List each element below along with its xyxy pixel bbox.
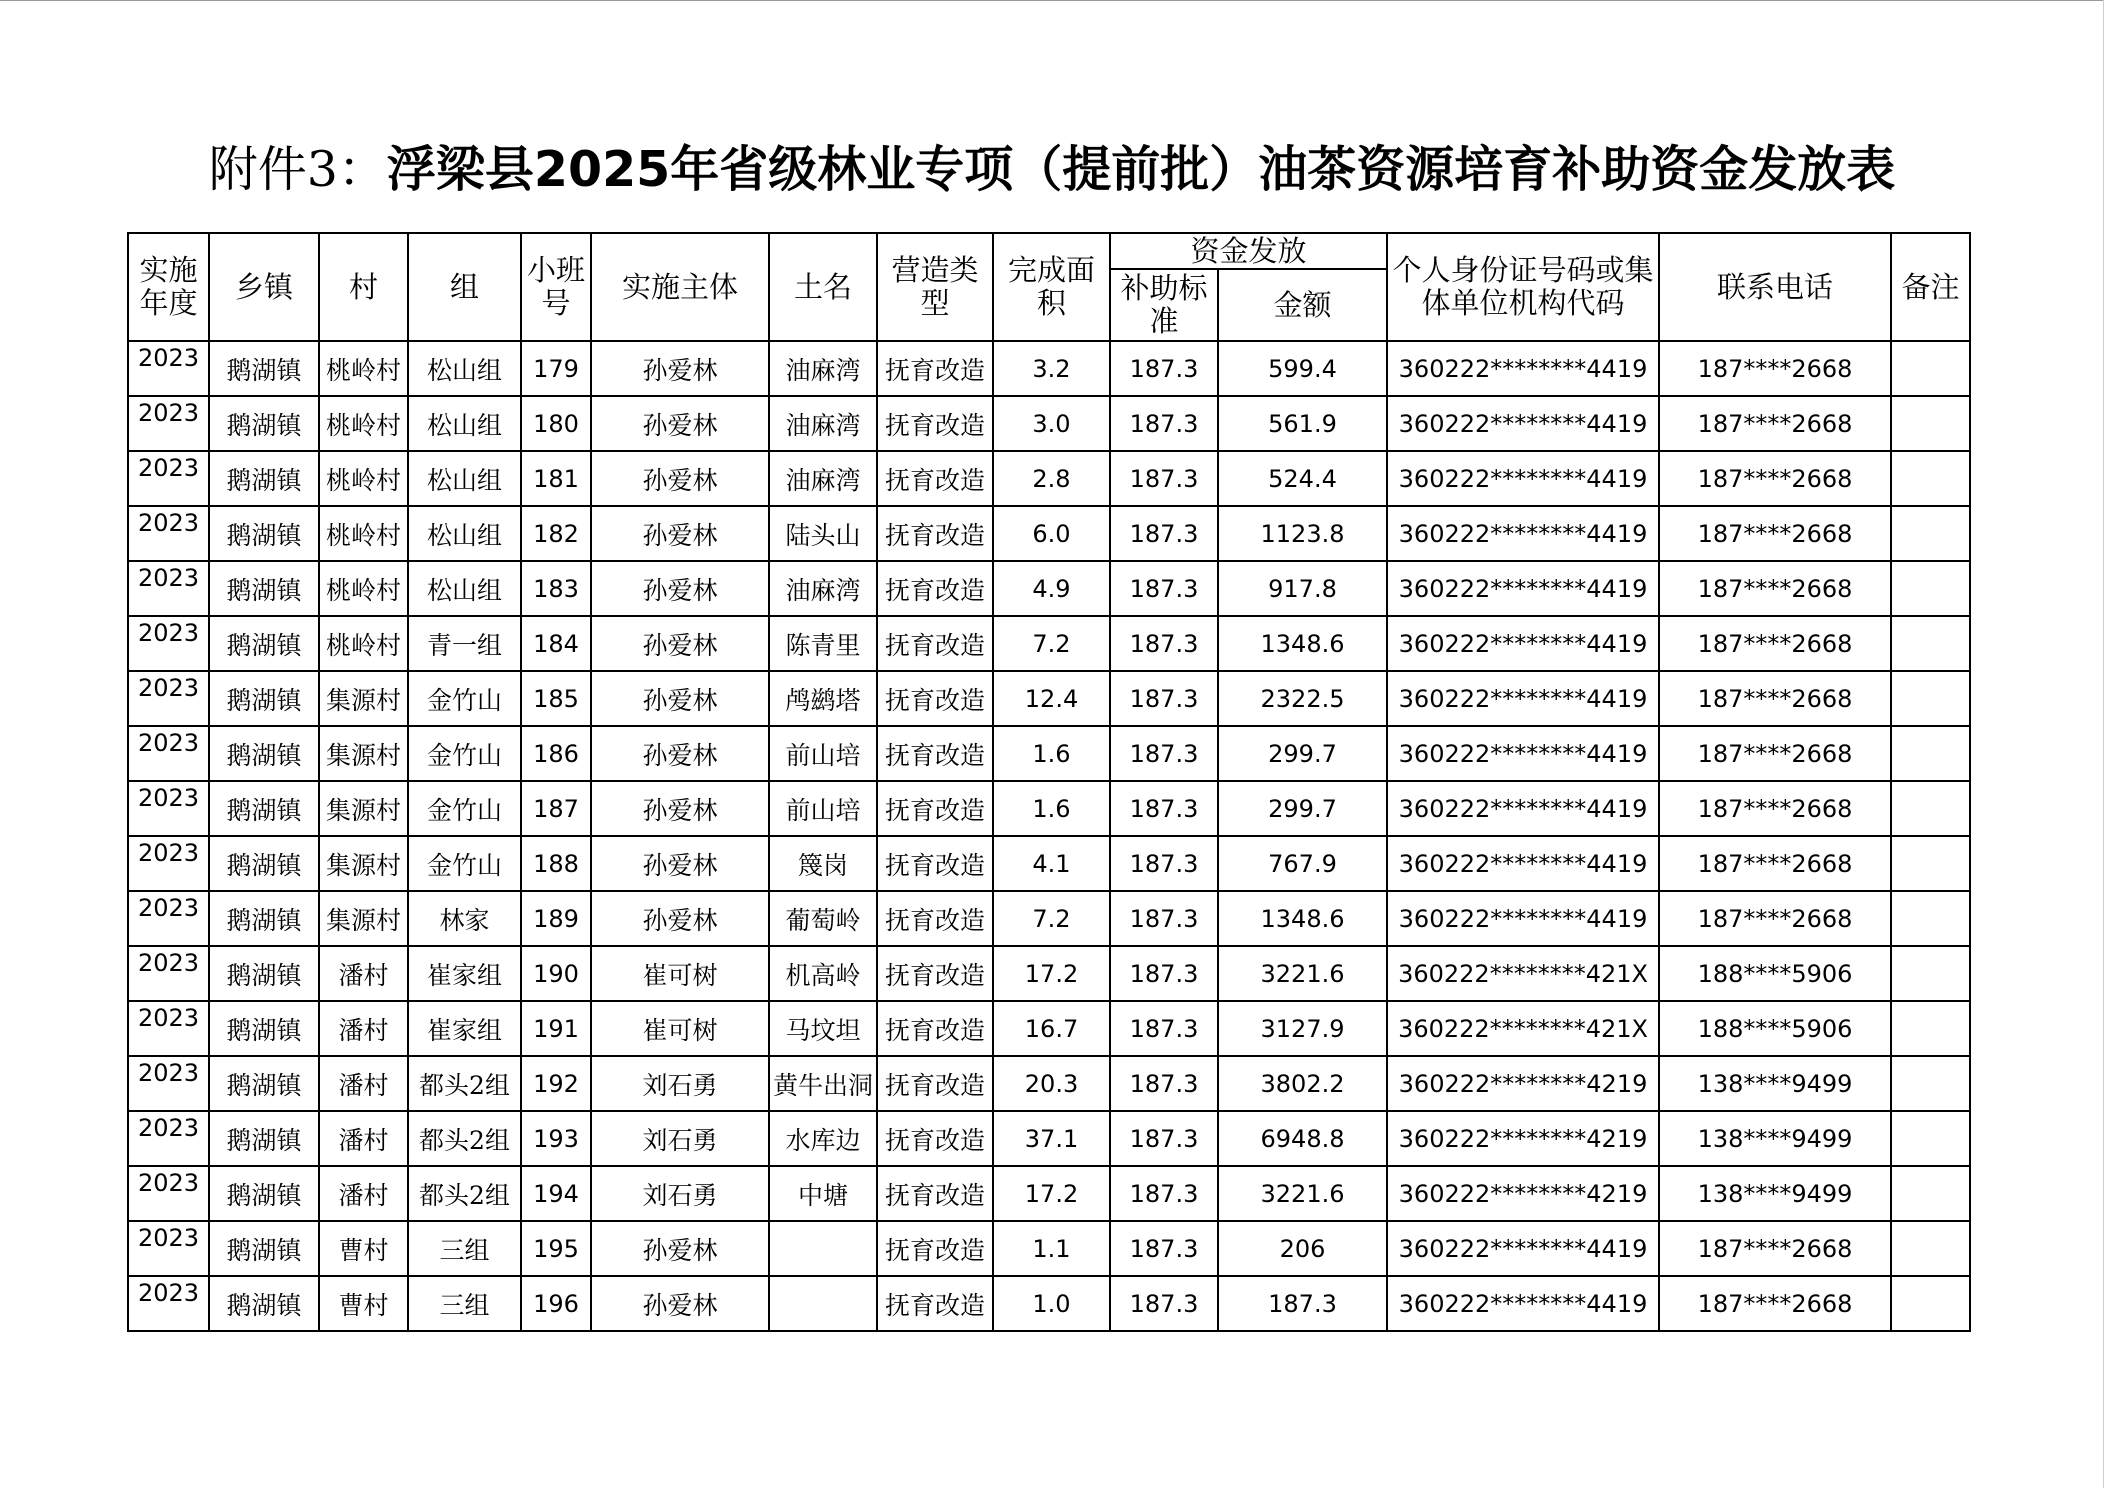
cell-plot: 182: [521, 506, 591, 561]
header-fund: 资金发放: [1110, 233, 1387, 269]
cell-year: 2023: [128, 671, 209, 726]
cell-town: 鹅湖镇: [209, 836, 319, 891]
cell-id: 360222********4419: [1387, 726, 1659, 781]
table-row: [128, 1166, 1970, 1221]
header-id: 个人身份证号码或集体单位机构代码: [1387, 233, 1659, 341]
cell-standard: 187.3: [1110, 1111, 1218, 1166]
table-row: [128, 341, 1970, 396]
cell-type: 抚育改造: [877, 1166, 993, 1221]
cell-subject: 孙爱林: [591, 616, 769, 671]
cell-place: 油麻湾: [769, 341, 877, 396]
cell-group: 林家: [408, 891, 521, 946]
cell-town: 鹅湖镇: [209, 1056, 319, 1111]
cell-year: 2023: [128, 616, 209, 671]
cell-group: 松山组: [408, 341, 521, 396]
cell-amount: 917.8: [1218, 561, 1387, 616]
header-town: 乡镇: [209, 233, 319, 341]
cell-place: 篾岗: [769, 836, 877, 891]
cell-place: 前山培: [769, 781, 877, 836]
cell-town: 鹅湖镇: [209, 396, 319, 451]
cell-standard: 187.3: [1110, 616, 1218, 671]
cell-phone: 187****2668: [1659, 1276, 1891, 1331]
cell-plot: 179: [521, 341, 591, 396]
cell-amount: 1348.6: [1218, 891, 1387, 946]
cell-area: 12.4: [993, 671, 1110, 726]
cell-village: 曹村: [319, 1221, 408, 1276]
cell-id: 360222********4419: [1387, 616, 1659, 671]
cell-standard: 187.3: [1110, 946, 1218, 1001]
cell-year: 2023: [128, 1056, 209, 1111]
cell-phone: 187****2668: [1659, 506, 1891, 561]
table-row: [128, 1056, 1970, 1111]
cell-group: 金竹山: [408, 726, 521, 781]
header-subject: 实施主体: [591, 233, 769, 341]
cell-note: [1891, 396, 1970, 451]
cell-amount: 299.7: [1218, 781, 1387, 836]
cell-town: 鹅湖镇: [209, 1111, 319, 1166]
cell-type: 抚育改造: [877, 671, 993, 726]
header-village: 村: [319, 233, 408, 341]
cell-note: [1891, 1056, 1970, 1111]
cell-town: 鹅湖镇: [209, 946, 319, 1001]
cell-place: [769, 1276, 877, 1331]
cell-place: 陈青里: [769, 616, 877, 671]
cell-village: 潘村: [319, 1001, 408, 1056]
table-row: [128, 1111, 1970, 1166]
cell-type: 抚育改造: [877, 561, 993, 616]
cell-year: 2023: [128, 946, 209, 1001]
cell-place: 陆头山: [769, 506, 877, 561]
header-place: 土名: [769, 233, 877, 341]
cell-town: 鹅湖镇: [209, 891, 319, 946]
cell-note: [1891, 726, 1970, 781]
cell-village: 潘村: [319, 1166, 408, 1221]
table-row: [128, 671, 1970, 726]
cell-plot: 194: [521, 1166, 591, 1221]
table-row: [128, 891, 1970, 946]
cell-id: 360222********4419: [1387, 836, 1659, 891]
cell-village: 潘村: [319, 946, 408, 1001]
cell-town: 鹅湖镇: [209, 671, 319, 726]
table-row: [128, 396, 1970, 451]
cell-village: 桃岭村: [319, 396, 408, 451]
cell-group: 松山组: [408, 396, 521, 451]
cell-plot: 187: [521, 781, 591, 836]
cell-town: 鹅湖镇: [209, 1001, 319, 1056]
cell-phone: 187****2668: [1659, 1221, 1891, 1276]
cell-id: 360222********4419: [1387, 451, 1659, 506]
cell-plot: 185: [521, 671, 591, 726]
cell-standard: 187.3: [1110, 1221, 1218, 1276]
cell-village: 桃岭村: [319, 561, 408, 616]
document-title: [0, 138, 2104, 202]
cell-amount: 3221.6: [1218, 1166, 1387, 1221]
cell-plot: 191: [521, 1001, 591, 1056]
cell-note: [1891, 1276, 1970, 1331]
cell-place: 葡萄岭: [769, 891, 877, 946]
cell-amount: 3127.9: [1218, 1001, 1387, 1056]
cell-place: 油麻湾: [769, 561, 877, 616]
table-row: [128, 506, 1970, 561]
cell-village: 曹村: [319, 1276, 408, 1331]
cell-note: [1891, 946, 1970, 1001]
cell-note: [1891, 1001, 1970, 1056]
cell-area: 1.6: [993, 781, 1110, 836]
cell-standard: 187.3: [1110, 1276, 1218, 1331]
cell-year: 2023: [128, 561, 209, 616]
cell-village: 集源村: [319, 891, 408, 946]
cell-phone: 138****9499: [1659, 1056, 1891, 1111]
table-row: [128, 946, 1970, 1001]
cell-plot: 193: [521, 1111, 591, 1166]
cell-type: 抚育改造: [877, 1221, 993, 1276]
table-row: [128, 1001, 1970, 1056]
cell-town: 鹅湖镇: [209, 726, 319, 781]
cell-id: 360222********4419: [1387, 561, 1659, 616]
cell-amount: 206: [1218, 1221, 1387, 1276]
cell-area: 16.7: [993, 1001, 1110, 1056]
cell-plot: 186: [521, 726, 591, 781]
cell-type: 抚育改造: [877, 396, 993, 451]
cell-id: 360222********4219: [1387, 1111, 1659, 1166]
cell-phone: 187****2668: [1659, 616, 1891, 671]
cell-year: 2023: [128, 506, 209, 561]
cell-amount: 1123.8: [1218, 506, 1387, 561]
cell-group: 三组: [408, 1221, 521, 1276]
cell-type: 抚育改造: [877, 1056, 993, 1111]
cell-amount: 299.7: [1218, 726, 1387, 781]
cell-note: [1891, 891, 1970, 946]
cell-year: 2023: [128, 341, 209, 396]
cell-place: 油麻湾: [769, 451, 877, 506]
cell-amount: 6948.8: [1218, 1111, 1387, 1166]
cell-id: 360222********421X: [1387, 1001, 1659, 1056]
cell-id: 360222********4419: [1387, 1276, 1659, 1331]
cell-village: 集源村: [319, 671, 408, 726]
cell-subject: 孙爱林: [591, 451, 769, 506]
cell-subject: 孙爱林: [591, 506, 769, 561]
cell-standard: 187.3: [1110, 451, 1218, 506]
cell-plot: 189: [521, 891, 591, 946]
cell-area: 37.1: [993, 1111, 1110, 1166]
cell-subject: 崔可树: [591, 1001, 769, 1056]
cell-type: 抚育改造: [877, 726, 993, 781]
cell-group: 金竹山: [408, 671, 521, 726]
cell-area: 3.2: [993, 341, 1110, 396]
cell-year: 2023: [128, 1276, 209, 1331]
table-row: [128, 561, 1970, 616]
cell-year: 2023: [128, 726, 209, 781]
cell-phone: 187****2668: [1659, 561, 1891, 616]
cell-amount: 524.4: [1218, 451, 1387, 506]
cell-plot: 180: [521, 396, 591, 451]
cell-standard: 187.3: [1110, 671, 1218, 726]
table-row: [128, 781, 1970, 836]
cell-place: 水库边: [769, 1111, 877, 1166]
cell-village: 桃岭村: [319, 616, 408, 671]
header-type: 营造类型: [877, 233, 993, 341]
cell-subject: 孙爱林: [591, 671, 769, 726]
cell-area: 1.6: [993, 726, 1110, 781]
cell-type: 抚育改造: [877, 341, 993, 396]
cell-standard: 187.3: [1110, 341, 1218, 396]
cell-subject: 孙爱林: [591, 836, 769, 891]
cell-year: 2023: [128, 836, 209, 891]
cell-amount: 561.9: [1218, 396, 1387, 451]
table-row: [128, 726, 1970, 781]
header-phone: 联系电话: [1659, 233, 1891, 341]
cell-type: 抚育改造: [877, 506, 993, 561]
cell-town: 鹅湖镇: [209, 506, 319, 561]
cell-subject: 孙爱林: [591, 341, 769, 396]
cell-subject: 孙爱林: [591, 1221, 769, 1276]
cell-area: 17.2: [993, 946, 1110, 1001]
header-standard: 补助标准: [1110, 269, 1218, 341]
cell-year: 2023: [128, 1111, 209, 1166]
cell-phone: 187****2668: [1659, 341, 1891, 396]
cell-id: 360222********4419: [1387, 671, 1659, 726]
cell-subject: 孙爱林: [591, 396, 769, 451]
cell-group: 都头2组: [408, 1056, 521, 1111]
cell-place: 中塘: [769, 1166, 877, 1221]
cell-subject: 崔可树: [591, 946, 769, 1001]
cell-area: 1.0: [993, 1276, 1110, 1331]
cell-plot: 183: [521, 561, 591, 616]
table-row: [128, 616, 1970, 671]
cell-group: 崔家组: [408, 1001, 521, 1056]
cell-group: 都头2组: [408, 1111, 521, 1166]
cell-type: 抚育改造: [877, 1111, 993, 1166]
cell-standard: 187.3: [1110, 1056, 1218, 1111]
cell-town: 鹅湖镇: [209, 781, 319, 836]
cell-village: 潘村: [319, 1111, 408, 1166]
cell-area: 4.1: [993, 836, 1110, 891]
cell-note: [1891, 1221, 1970, 1276]
cell-note: [1891, 561, 1970, 616]
cell-subject: 刘石勇: [591, 1056, 769, 1111]
cell-town: 鹅湖镇: [209, 616, 319, 671]
cell-note: [1891, 1166, 1970, 1221]
header-year: 实施年度: [128, 233, 209, 341]
cell-town: 鹅湖镇: [209, 1166, 319, 1221]
cell-type: 抚育改造: [877, 616, 993, 671]
cell-id: 360222********4419: [1387, 341, 1659, 396]
cell-area: 6.0: [993, 506, 1110, 561]
cell-phone: 187****2668: [1659, 671, 1891, 726]
cell-town: 鹅湖镇: [209, 1221, 319, 1276]
cell-year: 2023: [128, 891, 209, 946]
cell-standard: 187.3: [1110, 891, 1218, 946]
cell-town: 鹅湖镇: [209, 561, 319, 616]
cell-year: 2023: [128, 1221, 209, 1276]
cell-standard: 187.3: [1110, 781, 1218, 836]
cell-town: 鹅湖镇: [209, 341, 319, 396]
cell-village: 集源村: [319, 726, 408, 781]
cell-subject: 刘石勇: [591, 1111, 769, 1166]
cell-note: [1891, 341, 1970, 396]
cell-type: 抚育改造: [877, 891, 993, 946]
cell-place: 前山培: [769, 726, 877, 781]
header-note: 备注: [1891, 233, 1970, 341]
title-main: 浮梁县2025年省级林业专项（提前批）油茶资源培育补助资金发放表: [386, 141, 1896, 198]
cell-note: [1891, 506, 1970, 561]
cell-id: 360222********4419: [1387, 781, 1659, 836]
cell-standard: 187.3: [1110, 506, 1218, 561]
cell-group: 金竹山: [408, 781, 521, 836]
cell-plot: 196: [521, 1276, 591, 1331]
cell-plot: 195: [521, 1221, 591, 1276]
cell-phone: 187****2668: [1659, 726, 1891, 781]
cell-year: 2023: [128, 396, 209, 451]
cell-group: 金竹山: [408, 836, 521, 891]
cell-place: 油麻湾: [769, 396, 877, 451]
cell-amount: 767.9: [1218, 836, 1387, 891]
cell-phone: 187****2668: [1659, 451, 1891, 506]
cell-id: 360222********4419: [1387, 891, 1659, 946]
cell-group: 松山组: [408, 451, 521, 506]
cell-place: 黄牛出洞: [769, 1056, 877, 1111]
cell-type: 抚育改造: [877, 946, 993, 1001]
cell-village: 桃岭村: [319, 506, 408, 561]
cell-type: 抚育改造: [877, 781, 993, 836]
cell-area: 3.0: [993, 396, 1110, 451]
cell-amount: 3802.2: [1218, 1056, 1387, 1111]
table-row: [128, 1221, 1970, 1276]
cell-id: 360222********421X: [1387, 946, 1659, 1001]
cell-phone: 187****2668: [1659, 836, 1891, 891]
cell-type: 抚育改造: [877, 836, 993, 891]
cell-note: [1891, 616, 1970, 671]
cell-type: 抚育改造: [877, 1276, 993, 1331]
cell-standard: 187.3: [1110, 726, 1218, 781]
cell-type: 抚育改造: [877, 1001, 993, 1056]
header-group: 组: [408, 233, 521, 341]
table-row: [128, 451, 1970, 506]
cell-group: 松山组: [408, 506, 521, 561]
cell-village: 集源村: [319, 781, 408, 836]
title-prefix: 附件3：: [208, 141, 387, 198]
header-amount: 金额: [1218, 269, 1387, 341]
cell-type: 抚育改造: [877, 451, 993, 506]
cell-year: 2023: [128, 1166, 209, 1221]
cell-year: 2023: [128, 1001, 209, 1056]
cell-standard: 187.3: [1110, 1001, 1218, 1056]
cell-id: 360222********4419: [1387, 396, 1659, 451]
cell-standard: 187.3: [1110, 836, 1218, 891]
cell-phone: 188****5906: [1659, 1001, 1891, 1056]
cell-plot: 181: [521, 451, 591, 506]
table-row: [128, 1276, 1970, 1331]
cell-plot: 188: [521, 836, 591, 891]
cell-group: 松山组: [408, 561, 521, 616]
cell-group: 青一组: [408, 616, 521, 671]
cell-phone: 188****5906: [1659, 946, 1891, 1001]
cell-area: 4.9: [993, 561, 1110, 616]
cell-standard: 187.3: [1110, 1166, 1218, 1221]
cell-standard: 187.3: [1110, 561, 1218, 616]
cell-year: 2023: [128, 781, 209, 836]
cell-group: 三组: [408, 1276, 521, 1331]
cell-group: 都头2组: [408, 1166, 521, 1221]
cell-town: 鹅湖镇: [209, 451, 319, 506]
cell-amount: 1348.6: [1218, 616, 1387, 671]
cell-village: 集源村: [319, 836, 408, 891]
cell-place: 马坟坦: [769, 1001, 877, 1056]
cell-amount: 2322.5: [1218, 671, 1387, 726]
subsidy-table: [127, 232, 1971, 1332]
cell-place: 机高岭: [769, 946, 877, 1001]
cell-village: 桃岭村: [319, 341, 408, 396]
cell-subject: 孙爱林: [591, 781, 769, 836]
cell-id: 360222********4419: [1387, 1221, 1659, 1276]
cell-area: 20.3: [993, 1056, 1110, 1111]
cell-area: 2.8: [993, 451, 1110, 506]
cell-amount: 3221.6: [1218, 946, 1387, 1001]
cell-place: 鸬鹚塔: [769, 671, 877, 726]
cell-standard: 187.3: [1110, 396, 1218, 451]
cell-plot: 192: [521, 1056, 591, 1111]
cell-town: 鹅湖镇: [209, 1276, 319, 1331]
cell-phone: 187****2668: [1659, 891, 1891, 946]
cell-place: [769, 1221, 877, 1276]
cell-amount: 599.4: [1218, 341, 1387, 396]
cell-plot: 190: [521, 946, 591, 1001]
cell-note: [1891, 836, 1970, 891]
cell-id: 360222********4219: [1387, 1166, 1659, 1221]
cell-note: [1891, 1111, 1970, 1166]
cell-village: 潘村: [319, 1056, 408, 1111]
cell-village: 桃岭村: [319, 451, 408, 506]
cell-subject: 刘石勇: [591, 1166, 769, 1221]
cell-group: 崔家组: [408, 946, 521, 1001]
table-body: [128, 341, 1970, 1331]
cell-subject: 孙爱林: [591, 1276, 769, 1331]
cell-year: 2023: [128, 451, 209, 506]
cell-amount: 187.3: [1218, 1276, 1387, 1331]
cell-note: [1891, 451, 1970, 506]
header-area: 完成面积: [993, 233, 1110, 341]
cell-id: 360222********4219: [1387, 1056, 1659, 1111]
cell-id: 360222********4419: [1387, 506, 1659, 561]
page-top-border: [0, 0, 2104, 1]
cell-subject: 孙爱林: [591, 891, 769, 946]
cell-plot: 184: [521, 616, 591, 671]
cell-area: 1.1: [993, 1221, 1110, 1276]
cell-area: 7.2: [993, 616, 1110, 671]
cell-phone: 187****2668: [1659, 781, 1891, 836]
cell-phone: 138****9499: [1659, 1166, 1891, 1221]
cell-note: [1891, 781, 1970, 836]
header-plot: 小班号: [521, 233, 591, 341]
cell-subject: 孙爱林: [591, 561, 769, 616]
cell-area: 17.2: [993, 1166, 1110, 1221]
cell-note: [1891, 671, 1970, 726]
cell-phone: 138****9499: [1659, 1111, 1891, 1166]
cell-area: 7.2: [993, 891, 1110, 946]
cell-phone: 187****2668: [1659, 396, 1891, 451]
cell-subject: 孙爱林: [591, 726, 769, 781]
table-row: [128, 836, 1970, 891]
